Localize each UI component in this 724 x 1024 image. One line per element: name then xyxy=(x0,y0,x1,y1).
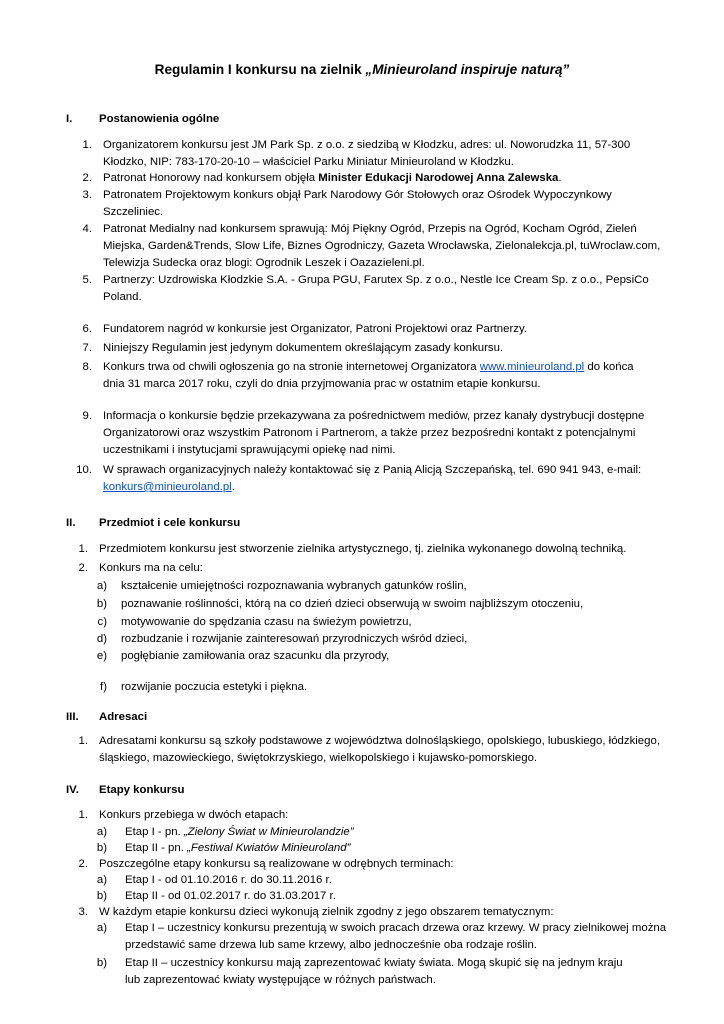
list-number: 2. xyxy=(78,562,88,574)
list-number: 8. xyxy=(82,361,92,373)
list-item-text: dnia 31 marca 2017 roku, czyli do dnia przyjmowania prac w ostatnim etapie konkursu. xyxy=(103,378,541,390)
sublist-text: Etap II - pn. xyxy=(125,842,188,854)
list-item-text: Partnerzy: Uzdrowiska Kłodzkie S.A. - Grupa PGU, Farutex Sp. z o.o., Nestle Ice Cream Sp. z o.o., PepsiCo xyxy=(103,274,649,286)
sublist-text xyxy=(125,825,354,839)
list-item-text: . xyxy=(558,172,562,184)
sublist-letter: b) xyxy=(96,890,107,902)
sublist-text xyxy=(125,841,350,855)
sublist-letter: a) xyxy=(96,874,107,886)
sublist-text: Etap I – uczestnicy konkursu prezentują w swoich pracach drzewa oraz krzewy. W pracy zielnikowej można xyxy=(125,922,667,934)
sublist-letter: f) xyxy=(100,681,107,693)
stage-name: „Zielony Świat w Minieurolandzie” xyxy=(183,826,354,838)
list-number: 1. xyxy=(78,543,88,555)
list-item-text xyxy=(103,480,235,494)
list-item-text xyxy=(103,360,634,374)
list-item-text: Patronat Honorowy nad konkursem objęła xyxy=(103,172,319,184)
sublist-letter: b) xyxy=(96,957,107,969)
list-number: 1. xyxy=(82,139,92,151)
sublist-text: rozbudzanie i rozwijanie zainteresowań przyrodniczych wśród dzieci, xyxy=(121,633,468,645)
section-number: II. xyxy=(66,517,76,529)
sublist-letter: b) xyxy=(96,842,107,854)
sublist-letter: d) xyxy=(96,633,107,645)
list-number: 1. xyxy=(78,735,88,747)
list-item-text: Adresatami konkursu są szkoły podstawowe z województwa dolnośląskiego, opolskiego, lubuskiego, łódzkiego, xyxy=(99,735,660,747)
list-item-text: śląskiego, mazowieckiego, świętokrzyskiego, wielkopolskiego i kujawsko-pomorskiego. xyxy=(99,752,538,764)
sublist-letter: c) xyxy=(97,616,107,628)
list-number: 2. xyxy=(78,858,88,870)
sublist-letter: e) xyxy=(96,650,107,662)
list-item-text: Organizatorem konkursu jest JM Park Sp. z o.o. z siedzibą w Kłodzku, adres: ul. Noworudzka 11, 57-300 xyxy=(103,139,631,151)
list-item-text: Fundatorem nagród w konkursie jest Organizator, Patroni Projektowi oraz Partnerzy. xyxy=(103,323,527,335)
section-number: I. xyxy=(66,113,73,125)
sublist-text: lub zaprezentować kwiaty występujące w różnych państwach. xyxy=(125,974,436,986)
list-number: 9. xyxy=(82,410,92,422)
list-item-text: Telewizja Sudecka oraz blogi: Ogrodnik Leszek i Oazazieleni.pl. xyxy=(103,257,425,269)
list-item-text: Przedmiotem konkursu jest stworzenie zielnika artystycznego, tj. zielnika wykonanego dowolną techniką. xyxy=(99,543,627,555)
list-number: 10. xyxy=(76,464,92,476)
list-number: 7. xyxy=(82,342,92,354)
section-heading: Przedmiot i cele konkursu xyxy=(99,517,241,529)
list-number: 3. xyxy=(82,189,92,201)
section-heading: Postanowienia ogólne xyxy=(99,113,220,125)
sublist-letter: b) xyxy=(96,598,107,610)
list-item-text xyxy=(103,171,562,185)
sublist-text: poznawanie roślinności, którą na co dzień dzieci obserwują w swoim najbliższym otoczeniu, xyxy=(121,598,584,610)
list-number: 4. xyxy=(82,223,92,235)
section-heading: Adresaci xyxy=(99,711,148,723)
sublist-text: kształcenie umiejętności rozpoznawania wybranych gatunków roślin, xyxy=(121,580,467,592)
list-number: 3. xyxy=(78,906,88,918)
sublist-text: motywowanie do spędzania czasu na świeżym powietrzu, xyxy=(121,616,412,628)
list-item-text: Poszczególne etapy konkursu są realizowane w odrębnych terminach: xyxy=(99,858,454,870)
list-item-text: Patronatem Projektowym konkurs objął Park Narodowy Gór Stołowych oraz Ośrodek Wypoczynkowy xyxy=(103,189,612,201)
list-item-text: Konkurs przebiega w dwóch etapach: xyxy=(99,809,289,821)
list-item-text: . xyxy=(231,481,235,493)
sublist-letter: a) xyxy=(96,580,107,592)
list-item-text: Konkurs trwa od chwili ogłoszenia go na stronie internetowej Organizatora xyxy=(103,361,480,373)
section-number: III. xyxy=(66,711,79,723)
list-number: 1. xyxy=(78,809,88,821)
sublist-text: Etap I - od 01.10.2016 r. do 30.11.2016 r. xyxy=(125,874,332,886)
title-main: Regulamin I konkursu na zielnik xyxy=(154,62,366,77)
list-item-text: W każdym etapie konkursu dzieci wykonują zielnik zgodny z jego obszarem tematycznym: xyxy=(99,906,554,918)
list-number: 5. xyxy=(82,274,92,286)
list-item-text: Konkurs ma na celu: xyxy=(99,562,203,574)
sublist-letter: a) xyxy=(96,922,107,934)
list-item-text: Miejska, Garden&Trends, Slow Life, Biznes Ogrodniczy, Gazeta Wrocławska, Zielonalekcja.pl, tuWroclaw.com, xyxy=(103,240,661,252)
page-title xyxy=(0,62,724,78)
list-item-text: Poland. xyxy=(103,291,142,303)
list-item-text: Szczeliniec. xyxy=(103,206,164,218)
sublist-text: przedstawić same drzewa lub same krzewy, albo jednocześnie oba rodzaje roślin. xyxy=(125,939,537,951)
list-number: 2. xyxy=(82,172,92,184)
list-item-text: W sprawach organizacyjnych należy kontaktować się z Panią Alicją Szczepańską, tel. 690 941 943, e-mail: xyxy=(103,464,642,476)
section-number: IV. xyxy=(66,784,79,796)
title-italic: „Minieuroland inspiruje naturą” xyxy=(365,62,570,77)
list-item-text: Niniejszy Regulamin jest jedynym dokumentem określającym zasady konkursu. xyxy=(103,342,504,354)
section-heading: Etapy konkursu xyxy=(99,784,185,796)
list-item-text: Organizatorowi oraz wszystkim Patronom i Partnerom, a także przez bezpośredni kontakt z potencjalnymi xyxy=(103,427,636,439)
sublist-text: rozwijanie poczucia estetyki i piękna. xyxy=(121,681,308,693)
list-item-text: Patronat Medialny nad konkursem sprawują: Mój Piękny Ogród, Przepis na Ogród, Kocham Ogród, Zieleń xyxy=(103,223,637,235)
patron-name: Minister Edukacji Narodowej Anna Zalewska xyxy=(318,172,559,184)
list-item-text: Informacja o konkursie będzie przekazywana za pośrednictwem mediów, przez kanały dystrybucji dostępne xyxy=(103,410,645,422)
list-number: 6. xyxy=(82,323,92,335)
website-link[interactable]: www.minieuroland.pl xyxy=(479,361,585,373)
stage-name: „Festiwal Kwiatów Minieuroland” xyxy=(187,842,351,854)
sublist-text: Etap I - pn. xyxy=(125,826,184,838)
sublist-text: pogłębianie zamiłowania oraz szacunku dla przyrody, xyxy=(121,650,390,662)
sublist-text: Etap II – uczestnicy konkursu mają zaprezentować kwiaty świata. Mogą skupić się na jednym kraju xyxy=(125,957,623,969)
email-link[interactable]: konkurs@minieuroland.pl xyxy=(103,481,232,493)
sublist-letter: a) xyxy=(96,826,107,838)
list-item-text: do końca xyxy=(584,361,634,373)
sublist-text: Etap II - od 01.02.2017 r. do 31.03.2017 r. xyxy=(125,890,336,902)
list-item-text: Kłodzko, NIP: 783-170-20-10 – właściciel Parku Miniatur Minieuroland w Kłodzku. xyxy=(103,156,514,168)
list-item-text: uczestnikami i instytucjami sprawującymi opiekę nad nimi. xyxy=(103,444,396,456)
